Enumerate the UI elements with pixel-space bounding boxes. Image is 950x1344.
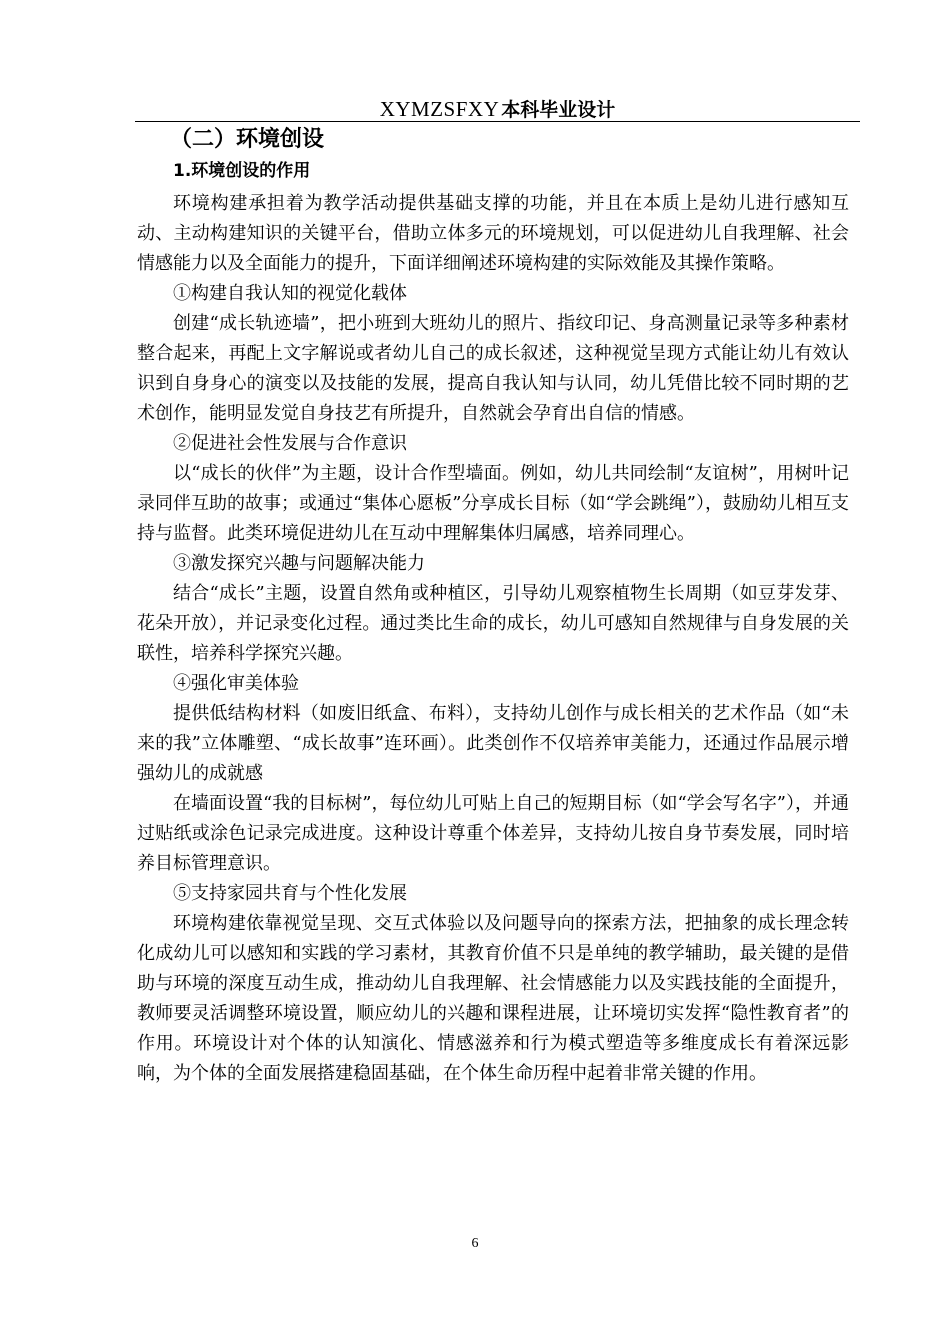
item-heading-inquiry: ③激发探究兴趣与问题解决能力 — [173, 553, 425, 574]
paragraph-growth-wall: 创建“成长轨迹墙”，把小班到大班幼儿的照片、指纹印记、身高测量记录等多种素材整合起来，再配上文字解说或者幼儿自己的成长叙述，这种视觉呈现方式能让幼儿有效认识到自身身心的演变以及技能的发展，提高自我认知与认同，幼儿凭借比较不同时期的艺术创作，能明显发觉自身技艺有所提升，自然就会孕育出自信的情感。 — [137, 313, 849, 424]
section-title: （二）环境创设 — [170, 127, 325, 152]
paragraph-intro: 环境构建承担着为教学活动提供基础支撑的功能，并且在本质上是幼儿进行感知互动、主动构建知识的关键平台，借助立体多元的环境规划，可以促进幼儿自我理解、社会情感能力以及全面能力的提升，下面详细阐述环境构建的实际效能及其操作策略。 — [137, 193, 849, 274]
item-heading-home-school: ⑤支持家园共育与个性化发展 — [173, 883, 407, 904]
page-header — [135, 95, 860, 122]
page-body — [137, 124, 849, 1089]
header-school-code: XYMZSFXY — [379, 97, 500, 121]
paragraph-art-materials: 提供低结构材料（如废旧纸盒、布料），支持幼儿创作与成长相关的艺术作品（如“未来的我”立体雕塑、“成长故事”连环画）。此类创作不仅培养审美能力，还通过作品展示增强幼儿的成就感 — [137, 703, 849, 784]
paragraph-partner-wall: 以“成长的伙伴”为主题，设计合作型墙面。例如，幼儿共同绘制“友谊树”，用树叶记录同伴互助的故事；或通过“集体心愿板”分享成长目标（如“学会跳绳”），鼓励幼儿相互支持与监督。此类环境促进幼儿在互动中理解集体归属感，培养同理心。 — [137, 463, 849, 544]
paragraph-nature-corner: 结合“成长”主题，设置自然角或种植区，引导幼儿观察植物生长周期（如豆芽发芽、花朵开放），并记录变化过程。通过类比生命的成长，幼儿可感知自然规律与自身发展的关联性，培养科学探究兴趣。 — [137, 583, 849, 664]
subsection-title: 1.环境创设的作用 — [173, 161, 311, 181]
header-document-type: 本科毕业设计 — [501, 99, 616, 121]
paragraph-conclusion: 环境构建依靠视觉呈现、交互式体验以及问题导向的探索方法，把抽象的成长理念转化成幼儿可以感知和实践的学习素材，其教育价值不只是单纯的教学辅助，最关键的是借助与环境的深度互动生成，推动幼儿自我理解、社会情感能力以及实践技能的全面提升，教师要灵活调整环境设置，顺应幼儿的兴趣和课程进展，让环境切实发挥“隐性教育者”的作用。环境设计对个体的认知演化、情感滋养和行为模式塑造等多维度成长有着深远影响，为个体的全面发展搭建稳固基础，在个体生命历程中起着非常关键的作用。 — [137, 913, 849, 1084]
item-heading-self-awareness: ①构建自我认知的视觉化载体 — [173, 283, 407, 304]
paragraph-goal-tree: 在墙面设置“我的目标树”，每位幼儿可贴上自己的短期目标（如“学会写名字”），并通过贴纸或涂色记录完成进度。这种设计尊重个体差异，支持幼儿按自身节奏发展，同时培养目标管理意识。 — [137, 793, 849, 874]
item-heading-social-development: ②促进社会性发展与合作意识 — [173, 433, 407, 454]
page-number: 6 — [471, 1236, 479, 1251]
item-heading-aesthetic: ④强化审美体验 — [173, 673, 299, 694]
